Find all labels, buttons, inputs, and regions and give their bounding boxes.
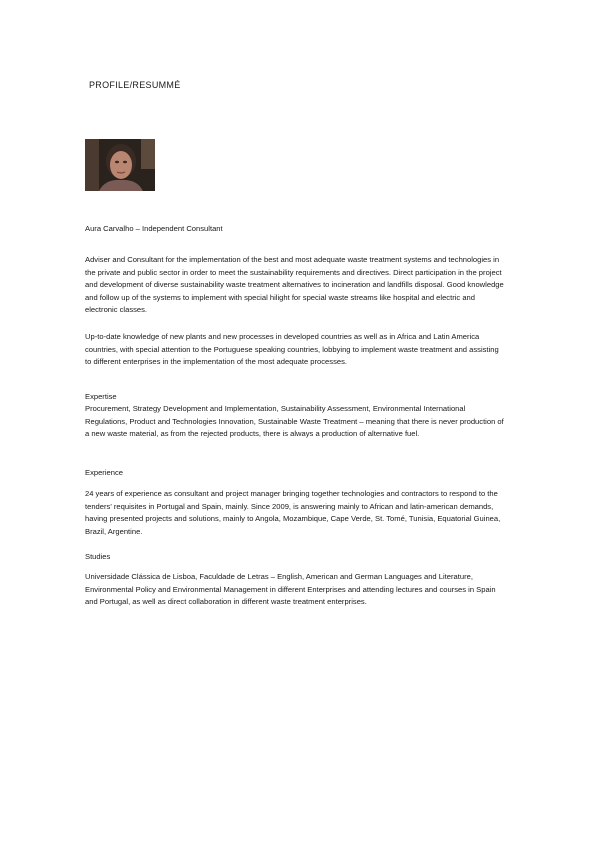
name-line: Aura Carvalho – Independent Consultant: [85, 224, 223, 233]
knowledge-paragraph: Up-to-date knowledge of new plants and new processes in developed countries as well as in Africa and Latin America countries, with special attention to the Portuguese speaking countries, lobbying to implement waste treatment and assisting to different enterprises in the implementation of the most adequate processes.: [85, 332, 499, 366]
profile-photo: [85, 139, 155, 191]
studies-title: Studies: [85, 552, 111, 561]
page-heading: PROFILE/RESUMMÉ: [89, 80, 181, 90]
intro-paragraph: Adviser and Consultant for the implementation of the best and most adequate waste treatment systems and technologies in the private and public sector in order to meet the sustainability requirements and directives. Direct participation in the project and development of diverse sustainability waste treatment alternatives to incineration and landfills disposal. Good knowledge and follow up of the systems to implement with special hilight for special waste streams like hospital and electric and electronic classes.: [85, 255, 504, 314]
experience-title: Experience: [85, 468, 123, 477]
expertise-paragraph: Procurement, Strategy Development and Implementation, Sustainability Assessment, Environmental International Regulations, Product and Technologies Innovation, Sustainable Waste Treatment – meaning that there is never production of a new waste material, as from the rejected products, there is always a production of alternative fuel.: [85, 404, 504, 438]
studies-paragraph: Universidade Clássica de Lisboa, Faculdade de Letras – English, American and German Languages and Literature, Environmental Policy and Environmental Management in different Enterprises and attending lectures and courses in Spain and Portugal, as well as direct collaboration in different waste treatment enterprises.: [85, 572, 496, 606]
experience-paragraph: 24 years of experience as consultant and project manager bringing together technologies and contractors to respond to the tenders' requisites in Portugal and Spain, mainly. Since 2009, is answering mainly to African and latin-american demands, having presented projects and solutions, mainly to Angola, Mozambique, Cape Verde, St. Tomé, Tunisia, Equatorial Guinea, Brazil, Argentine.: [85, 489, 501, 536]
expertise-title: Expertise: [85, 392, 117, 401]
